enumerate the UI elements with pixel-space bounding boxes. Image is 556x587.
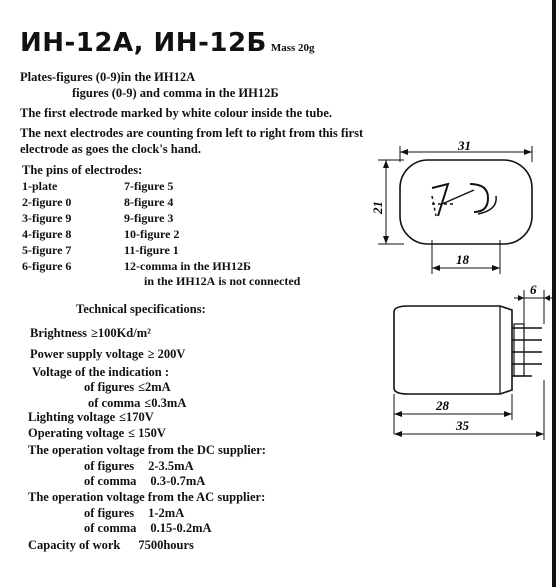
pin-item: 2-figure 0 — [22, 195, 72, 209]
spec-row — [32, 365, 173, 380]
spec-label: Voltage of the indication : — [32, 365, 170, 379]
pin-item: 4-figure 8 — [22, 227, 72, 241]
spec-value: ≥100Kd/m² — [90, 326, 151, 340]
spec-label: The operation voltage from the AC supplier: — [28, 490, 266, 504]
spec-row — [30, 326, 151, 341]
pin-item: in the ИН12А is not connected — [144, 274, 301, 288]
pin-item: 11-figure 1 — [124, 243, 179, 257]
spec-value: ≤ 150V — [128, 426, 166, 440]
pins-heading: The pins of electrodes: — [22, 163, 143, 177]
intro-line: The first electrode marked by white colour inside the tube. — [20, 106, 333, 120]
spec-value: 1-2mA — [148, 506, 185, 520]
intro-line: The next electrodes are counting from left to right from this first — [20, 126, 364, 140]
dim-top-offset: 18 — [456, 252, 469, 267]
title-mass: Mass 20g — [270, 42, 315, 54]
dim-side-body: 28 — [436, 398, 449, 413]
spec-value: ≤170V — [119, 410, 154, 424]
spec-row — [84, 521, 212, 536]
spec-row — [84, 459, 194, 474]
dim-top-height: 21 — [370, 201, 385, 214]
spec-row — [84, 474, 205, 489]
pin-item: 6-figure 6 — [22, 259, 72, 273]
title-main: ИН-12А, ИН-12Б — [20, 28, 267, 58]
spec-label: of comma — [84, 474, 137, 488]
spec-label: Power supply voltage — [30, 347, 144, 361]
spec-label: Brightness — [30, 326, 87, 340]
spec-label: of figures — [84, 380, 135, 394]
spec-label: Operating voltage — [28, 426, 125, 440]
spec-label: of comma — [84, 521, 137, 535]
spec-label: Capacity of work — [28, 538, 121, 552]
spec-row — [88, 396, 186, 411]
intro-line: Plates-figures (0-9)in the ИН12А — [20, 70, 196, 84]
right-edge-border — [552, 0, 556, 587]
spec-row — [30, 347, 185, 362]
tube-side-view-drawing — [364, 284, 554, 454]
pin-item: 7-figure 5 — [124, 179, 174, 193]
pin-item: 1-plate — [22, 179, 58, 193]
tube-body-outline — [400, 160, 532, 244]
spec-row — [84, 380, 171, 395]
spec-row — [84, 506, 184, 521]
spec-value: 0.3-0.7mA — [150, 474, 206, 488]
spec-label: of figures — [84, 459, 135, 473]
spec-row — [28, 426, 166, 441]
spec-label: of figures — [84, 506, 135, 520]
pin-item: 12-comma in the ИН12Б — [124, 259, 251, 273]
pin-item: 10-figure 2 — [124, 227, 180, 241]
spec-row — [28, 410, 154, 425]
spec-value: ≤2mA — [138, 380, 171, 394]
spec-row — [28, 538, 194, 553]
page-title — [20, 28, 315, 58]
spec-value: ≥ 200V — [147, 347, 186, 361]
intro-line: electrode as goes the clock's hand. — [20, 142, 202, 156]
intro-line: figures (0-9) and comma in the ИН12Б — [72, 86, 279, 100]
tube-side-body — [394, 306, 512, 394]
spec-value: ≤0.3mA — [144, 396, 187, 410]
spec-value: 7500hours — [138, 538, 194, 552]
dim-side-total: 35 — [456, 418, 469, 433]
spec-label: of comma — [88, 396, 141, 410]
dim-top-width: 31 — [458, 140, 471, 153]
spec-value: 0.15-0.2mA — [150, 521, 212, 535]
pin-item: 3-figure 9 — [22, 211, 72, 225]
specs-heading: Technical specifications: — [76, 302, 206, 316]
pin-item: 8-figure 4 — [124, 195, 174, 209]
pin-item: 9-figure 3 — [124, 211, 174, 225]
dim-side-pin: 6 — [530, 284, 537, 297]
pin-item: 5-figure 7 — [22, 243, 72, 257]
spec-row — [28, 490, 269, 505]
tube-top-view-drawing — [370, 140, 552, 290]
spec-label: Lighting voltage — [28, 410, 116, 424]
spec-row — [28, 443, 270, 458]
spec-label: The operation voltage from the DC supplier: — [28, 443, 266, 457]
spec-value: 2-3.5mA — [148, 459, 194, 473]
